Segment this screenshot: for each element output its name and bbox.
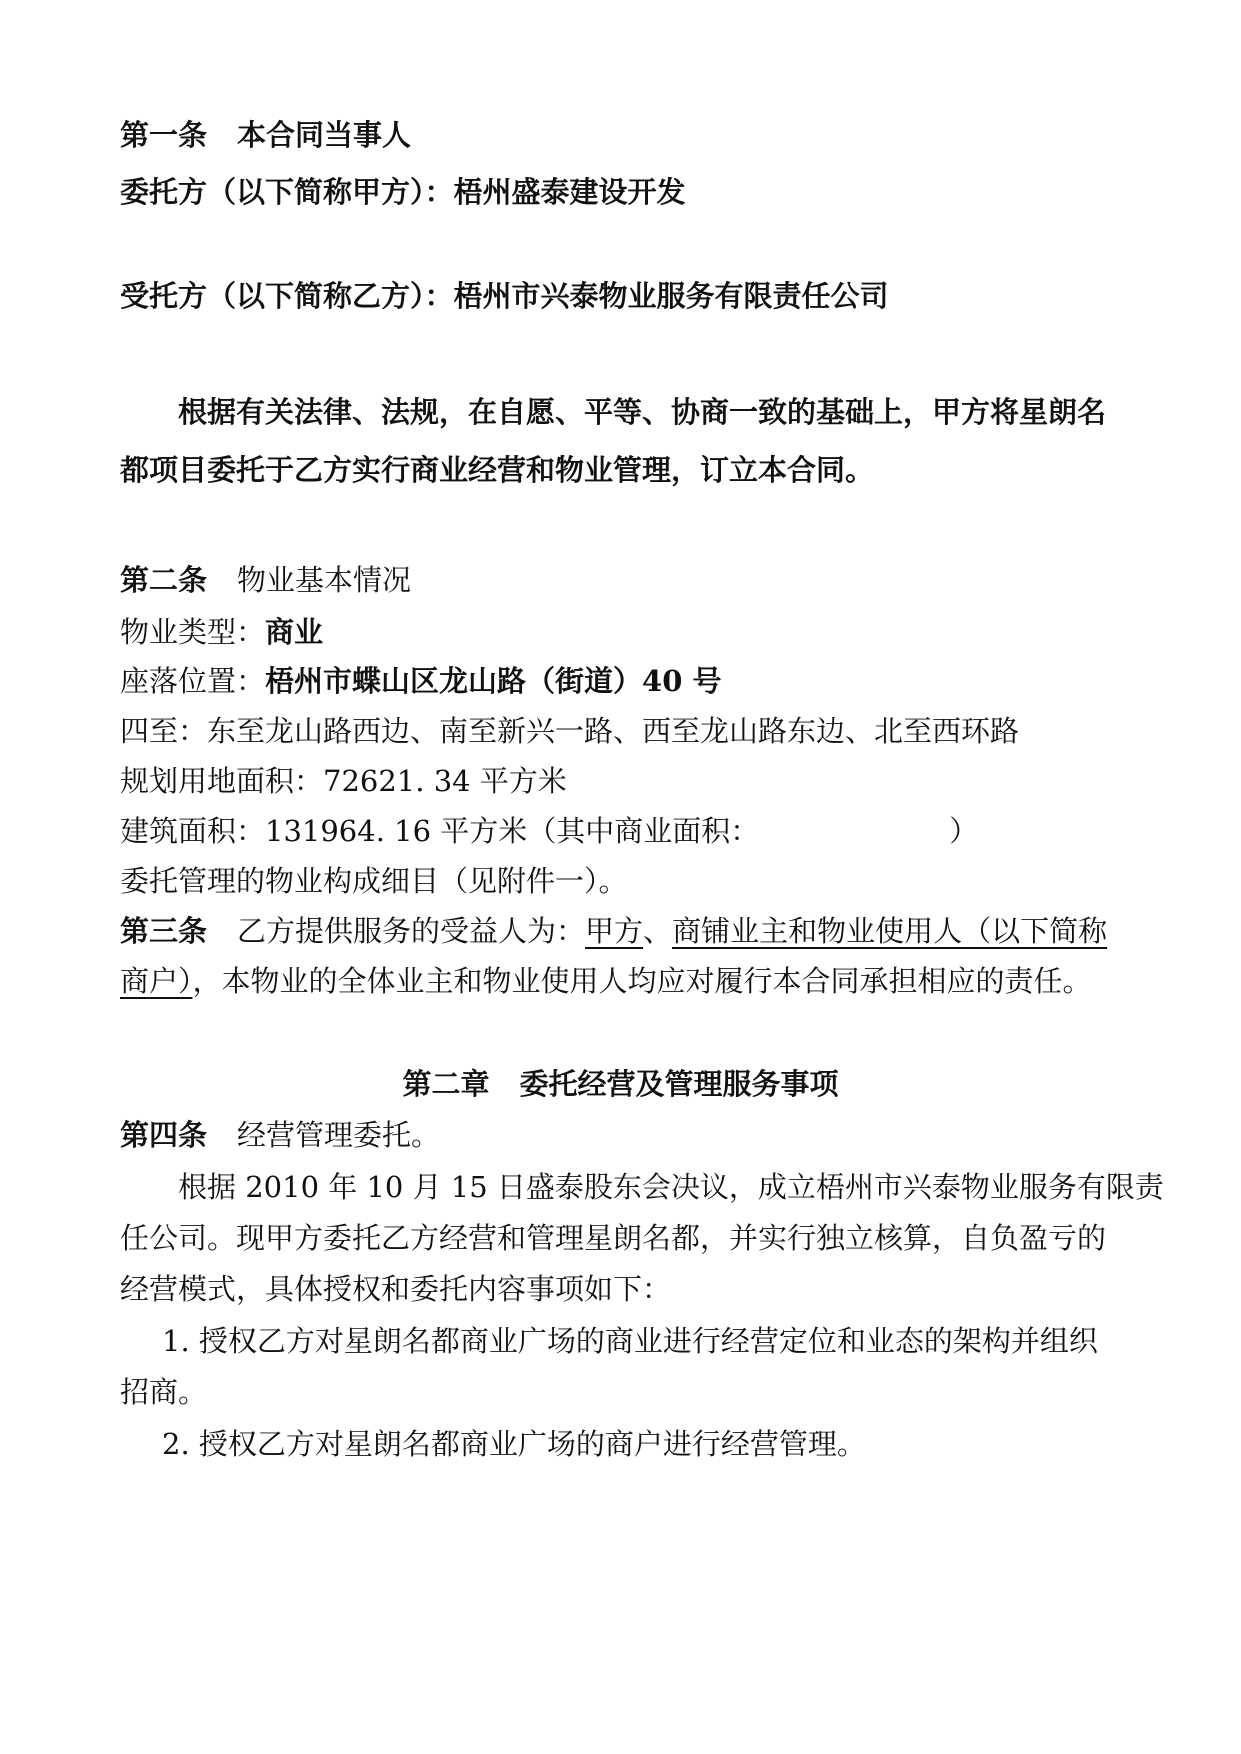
details-line: 委托管理的物业构成细目（见附件一）。 [120, 864, 628, 898]
article3-text-b: ，本物业的全体业主和物业使用人均应对履行本合同承担相应的责任。 [192, 964, 1092, 998]
article3-underline-b: 商铺业主和物业使用人（以下简称 [672, 914, 1108, 948]
article3-text-a: 乙方提供服务的受益人为： [237, 914, 586, 948]
article3-line-2 [120, 961, 1092, 1001]
property-type-value: 商业 [265, 615, 324, 649]
article2-heading-line [120, 560, 411, 600]
article3-heading: 第三条 [120, 914, 208, 948]
boundaries-line: 四至：东至龙山路西边、南至新兴一路、西至龙山路东边、北至西环路 [120, 714, 1020, 748]
list-item-1-text: 授权乙方对星朗名都商业广场的商业进行经营定位和业态的架构并组织 [198, 1324, 1098, 1358]
article1-heading-line [120, 115, 411, 155]
article3-underline-c: 商户） [120, 964, 193, 998]
article4-para-line-3: 经营模式，具体授权和委托内容事项如下： [120, 1272, 672, 1306]
list-item-2-text: 授权乙方对星朗名都商业广场的商户进行经营管理。 [198, 1427, 866, 1461]
building-area-line [120, 811, 978, 851]
chapter2-title: 委托经营及管理服务事项 [519, 1067, 839, 1101]
building-area-close: ） [949, 814, 979, 848]
article1-heading: 第一条 [120, 118, 208, 152]
party-b-name: 梧州市兴泰物业服务有限责任公司 [453, 279, 889, 313]
party-b-label: 受托方（以下简称乙方）： [120, 279, 454, 313]
list-item-2-number: 2. [162, 1427, 190, 1461]
article1-title: 本合同当事人 [237, 118, 412, 152]
land-area-line: 规划用地面积：72621. 34 平方米 [120, 764, 567, 798]
list-item-2-line-1 [120, 1424, 866, 1464]
party-b-line [120, 276, 889, 316]
chapter2-heading: 第二章 [402, 1067, 490, 1101]
building-area-text: 建筑面积：131964. 16 平方米（其中商业面积： [120, 814, 760, 848]
list-item-1-line-2: 招商。 [120, 1375, 208, 1409]
list-item-1-line-1 [120, 1321, 1098, 1361]
party-a-name: 梧州盛泰建设开发 [453, 175, 686, 209]
intro-line-1: 根据有关法律、法规，在自愿、平等、协商一致的基础上，甲方将星朗名 [178, 395, 1107, 429]
article2-title: 物业基本情况 [237, 563, 412, 597]
location-value: 梧州市蝶山区龙山路（街道）40 号 [265, 664, 722, 698]
article3-sep: 、 [643, 914, 673, 948]
party-a-line [120, 172, 686, 212]
article2-heading: 第二条 [120, 563, 208, 597]
article3-underline-a: 甲方 [585, 914, 644, 948]
party-a-label: 委托方（以下简称甲方）： [120, 175, 454, 209]
article4-heading: 第四条 [120, 1118, 208, 1152]
chapter2-heading-line [0, 1064, 1241, 1104]
intro-line-2: 都项目委托于乙方实行商业经营和物业管理，订立本合同。 [120, 453, 875, 487]
location-label: 座落位置： [120, 664, 266, 698]
location-line [120, 661, 721, 701]
article3-line-1 [120, 911, 1107, 951]
article4-heading-line [120, 1115, 440, 1155]
article4-para-line-1: 根据 2010 年 10 月 15 日盛泰股东会决议，成立梧州市兴泰物业服务有限责 [178, 1170, 1164, 1204]
property-type-line [120, 612, 323, 652]
list-item-1-number: 1. [162, 1324, 190, 1358]
article4-para-line-2: 任公司。现甲方委托乙方经营和管理星朗名都，并实行独立核算，自负盈亏的 [120, 1221, 1107, 1255]
article4-title: 经营管理委托。 [237, 1118, 441, 1152]
property-type-label: 物业类型： [120, 615, 266, 649]
